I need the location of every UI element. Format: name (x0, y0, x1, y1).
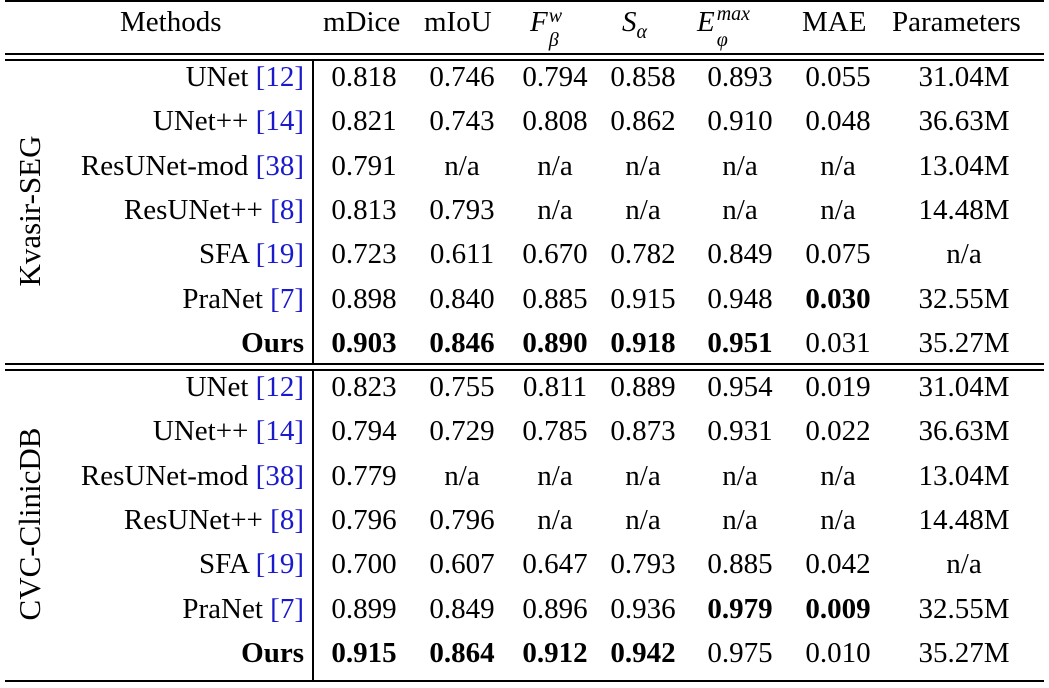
header-params: Parameters (892, 6, 1021, 38)
table-cell: n/a (625, 503, 661, 536)
table-cell: n/a (722, 149, 758, 182)
table-cell: 0.743 (429, 105, 495, 138)
table-cell: 0.885 (522, 282, 588, 315)
method-name (182, 589, 304, 629)
table-cell: 0.009 (805, 592, 871, 625)
table-cell: 0.903 (331, 326, 397, 359)
header-methods: Methods (120, 6, 222, 38)
method-name (124, 500, 304, 540)
header-fbeta (530, 2, 570, 51)
table-cell: n/a (820, 193, 856, 226)
header-ephi-sub: φ (716, 29, 728, 51)
table-cell: n/a (820, 459, 856, 492)
table-cell: 0.019 (805, 371, 871, 403)
group-label-kvasir: Kvasir-SEG (12, 135, 47, 287)
citation-link[interactable]: [12] (255, 61, 304, 93)
table-cell: 0.808 (522, 105, 588, 138)
method-label: UNet (185, 61, 256, 93)
table-cell: 0.030 (805, 282, 871, 315)
table-cell: n/a (820, 503, 856, 536)
table-cell: 0.010 (805, 636, 871, 669)
table-cell: 0.898 (331, 282, 397, 315)
method-name (199, 544, 304, 584)
method-label: PraNet (182, 592, 271, 625)
table-cell: 0.793 (610, 548, 676, 581)
table-cell: 0.858 (610, 61, 676, 93)
rule-top (5, 0, 1044, 2)
header-salpha (622, 2, 647, 42)
method-name (241, 633, 304, 673)
citation-link[interactable]: [8] (270, 193, 304, 226)
header-ephi (697, 2, 771, 51)
table-cell: 14.48M (918, 193, 1010, 226)
table-cell: n/a (625, 193, 661, 226)
table-cell: 0.055 (805, 61, 871, 93)
table-cell: 0.849 (429, 592, 495, 625)
citation-link[interactable]: [19] (255, 548, 304, 581)
citation-link[interactable]: [7] (270, 282, 304, 315)
table-cell: 31.04M (918, 371, 1010, 403)
header-fbeta-sup: w (548, 5, 563, 27)
table-cell: 0.954 (707, 371, 773, 403)
table-cell: 14.48M (918, 503, 1010, 536)
table-cell: 0.782 (610, 238, 676, 271)
table-cell: 0.031 (805, 326, 871, 359)
table-cell: 0.746 (429, 61, 495, 93)
table-cell: 0.890 (522, 326, 588, 359)
method-name (186, 57, 304, 97)
header-ephi-sup: max (716, 3, 751, 25)
table-cell: 0.849 (707, 238, 773, 271)
header-fbeta-base: F (530, 6, 548, 38)
table-cell: n/a (722, 459, 758, 492)
method-name (81, 146, 304, 186)
method-label: ResUNet-mod (80, 149, 256, 182)
table-cell: n/a (444, 149, 480, 182)
table-cell: n/a (537, 503, 573, 536)
table-cell: 0.022 (805, 415, 871, 448)
table-cell: 0.918 (610, 326, 676, 359)
method-name (241, 323, 304, 363)
table-cell: 0.823 (331, 371, 397, 403)
table-cell: 0.607 (429, 548, 495, 581)
method-name (186, 367, 304, 407)
table-cell: 13.04M (918, 459, 1010, 492)
table-cell: 0.889 (610, 371, 676, 403)
table-cell: n/a (625, 459, 661, 492)
table-cell: 0.893 (707, 61, 773, 93)
table-cell: 0.910 (707, 105, 773, 138)
header-mdice: mDice (323, 6, 401, 38)
method-name (124, 190, 304, 230)
header-salpha-sub: α (636, 20, 647, 43)
table-cell: 0.899 (331, 592, 397, 625)
table-cell: 0.951 (707, 326, 773, 359)
table-cell: 0.796 (331, 503, 397, 536)
method-label: UNet++ (152, 105, 256, 138)
table-cell: 0.818 (331, 61, 397, 93)
table-cell: n/a (444, 459, 480, 492)
table-cell: 0.670 (522, 238, 588, 271)
table-cell: n/a (946, 548, 982, 581)
table-cell: 0.723 (331, 238, 397, 271)
method-label: UNet (185, 371, 256, 403)
table-cell: 0.915 (610, 282, 676, 315)
table-cell: 0.975 (707, 636, 773, 669)
table-cell: 0.912 (522, 636, 588, 669)
table-cell: 0.979 (707, 592, 773, 625)
method-label: ResUNet++ (123, 193, 271, 226)
method-label: SFA (198, 548, 256, 581)
citation-link[interactable]: [12] (255, 371, 304, 403)
table-cell: 0.794 (522, 61, 588, 93)
citation-link[interactable]: [14] (255, 415, 304, 448)
citation-link[interactable]: [7] (270, 592, 304, 625)
method-label: PraNet (182, 282, 271, 315)
table-cell: n/a (537, 193, 573, 226)
table-cell: 0.840 (429, 282, 495, 315)
group-label-cvc: CVC-ClinicDB (12, 427, 47, 621)
citation-link[interactable]: [38] (255, 149, 304, 182)
table-cell: 0.755 (429, 371, 495, 403)
table-cell: 0.048 (805, 105, 871, 138)
table-cell: 36.63M (918, 105, 1010, 138)
citation-link[interactable]: [8] (270, 503, 304, 536)
method-label: ResUNet++ (123, 503, 271, 536)
table-cell: 0.864 (429, 636, 495, 669)
table-cell: 0.862 (610, 105, 676, 138)
table-cell: 0.700 (331, 548, 397, 581)
table-cell: 0.915 (331, 636, 397, 669)
table-cell: 32.55M (918, 282, 1010, 315)
table-cell: n/a (820, 149, 856, 182)
table-cell: 0.936 (610, 592, 676, 625)
header-mae: MAE (802, 6, 867, 38)
table-cell: 0.791 (331, 149, 397, 182)
table-cell: 0.896 (522, 592, 588, 625)
table-cell: n/a (537, 149, 573, 182)
method-label: Ours (241, 326, 304, 359)
table-cell: 0.793 (429, 193, 495, 226)
method-label: SFA (198, 238, 256, 271)
method-name (199, 234, 304, 274)
table-cell: 0.779 (331, 459, 397, 492)
table-cell: 35.27M (918, 326, 1010, 359)
table-cell: 36.63M (918, 415, 1010, 448)
table-cell: 0.785 (522, 415, 588, 448)
rule-mid-1 (5, 363, 1044, 365)
table-cell: 0.821 (331, 105, 397, 138)
table-cell: 0.794 (331, 415, 397, 448)
table-cell: 0.948 (707, 282, 773, 315)
header-ephi-base: E (697, 6, 715, 38)
method-label: UNet++ (152, 415, 256, 448)
citation-link[interactable]: [38] (255, 459, 304, 492)
table-cell: 35.27M (918, 636, 1010, 669)
citation-link[interactable]: [19] (255, 238, 304, 271)
table-cell: 13.04M (918, 149, 1010, 182)
method-name (153, 101, 304, 141)
citation-link[interactable]: [14] (255, 105, 304, 138)
table-cell: 0.885 (707, 548, 773, 581)
table-cell: 0.729 (429, 415, 495, 448)
table-cell: 0.042 (805, 548, 871, 581)
table-cell: n/a (625, 149, 661, 182)
table-cell: n/a (946, 238, 982, 271)
header-miou: mIoU (424, 6, 492, 38)
table-cell: 31.04M (918, 61, 1010, 93)
table-cell: 0.846 (429, 326, 495, 359)
method-name (153, 411, 304, 451)
table-cell: 0.873 (610, 415, 676, 448)
rule-bottom (5, 680, 1044, 682)
rule-header-1 (5, 53, 1044, 55)
table-cell: 0.796 (429, 503, 495, 536)
table-cell: 32.55M (918, 592, 1010, 625)
table-cell: 0.075 (805, 238, 871, 271)
header-salpha-base: S (622, 6, 637, 38)
table-cell: 0.931 (707, 415, 773, 448)
method-label: ResUNet-mod (80, 459, 256, 492)
table-cell: 0.942 (610, 636, 676, 669)
header-fbeta-sub: β (548, 29, 559, 51)
method-name (81, 456, 304, 496)
table-cell: n/a (722, 503, 758, 536)
method-label: Ours (241, 636, 304, 669)
table-cell: 0.647 (522, 548, 588, 581)
table-cell: 0.611 (429, 238, 495, 271)
method-name (182, 279, 304, 319)
table-cell: 0.811 (522, 371, 588, 403)
table-cell: n/a (722, 193, 758, 226)
table-cell: n/a (537, 459, 573, 492)
table-cell: 0.813 (331, 193, 397, 226)
